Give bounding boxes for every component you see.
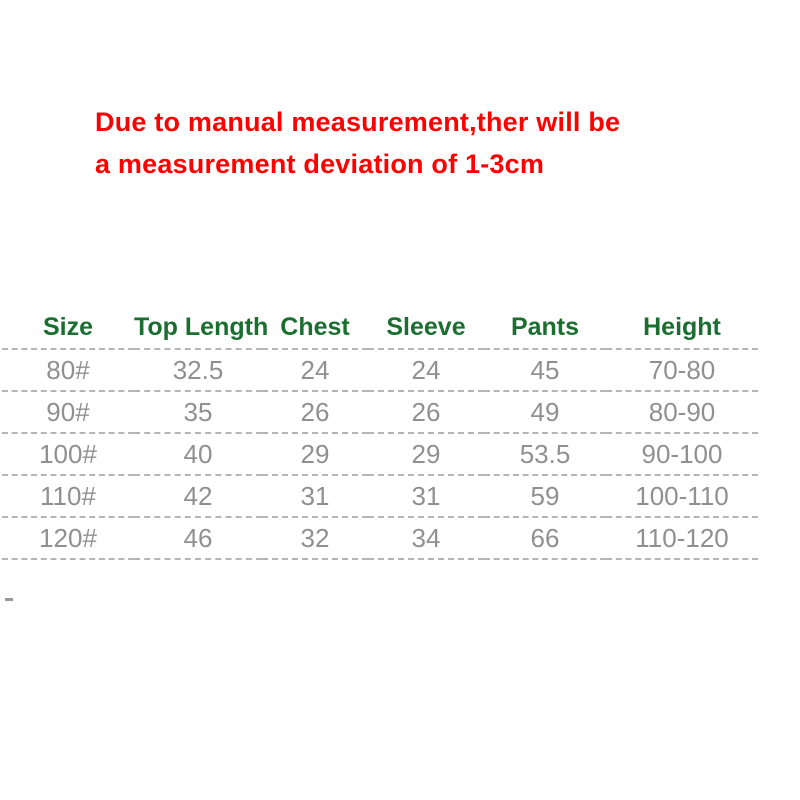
sleeve-cell: 26 [368,391,484,433]
sleeve-cell: 34 [368,517,484,559]
size-cell: 110# [2,475,134,517]
top-length-cell: 40 [134,433,262,475]
disclaimer-line-1: Due to manual measurement,ther will be [95,107,621,137]
stray-dash-mark [5,598,13,601]
table-row-90 [2,391,758,433]
table-row-110 [2,475,758,517]
sleeve-cell: 31 [368,475,484,517]
column-header-top-length: Top Length [134,306,262,349]
top-length-cell: 46 [134,517,262,559]
height-cell: 100-110 [606,475,758,517]
column-header-pants: Pants [484,306,606,349]
pants-cell: 53.5 [484,433,606,475]
chest-cell: 29 [262,433,368,475]
chest-cell: 26 [262,391,368,433]
table-row-100 [2,433,758,475]
top-length-cell: 32.5 [134,349,262,391]
disclaimer-line-2: a measurement deviation of 1-3cm [95,149,545,179]
column-header-chest: Chest [262,306,368,349]
measurement-disclaimer [95,101,620,185]
pants-cell: 66 [484,517,606,559]
header-row [2,306,758,349]
size-cell: 80# [2,349,134,391]
height-cell: 80-90 [606,391,758,433]
size-cell: 120# [2,517,134,559]
pants-cell: 45 [484,349,606,391]
chest-cell: 32 [262,517,368,559]
column-header-size: Size [2,306,134,349]
column-header-height: Height [606,306,758,349]
column-header-sleeve: Sleeve [368,306,484,349]
size-chart-table [2,306,758,560]
size-cell: 90# [2,391,134,433]
sleeve-cell: 24 [368,349,484,391]
height-cell: 70-80 [606,349,758,391]
table-row-80 [2,349,758,391]
table-row-120 [2,517,758,559]
chest-cell: 31 [262,475,368,517]
pants-cell: 49 [484,391,606,433]
height-cell: 110-120 [606,517,758,559]
height-cell: 90-100 [606,433,758,475]
sleeve-cell: 29 [368,433,484,475]
size-cell: 100# [2,433,134,475]
chest-cell: 24 [262,349,368,391]
pants-cell: 59 [484,475,606,517]
top-length-cell: 35 [134,391,262,433]
top-length-cell: 42 [134,475,262,517]
